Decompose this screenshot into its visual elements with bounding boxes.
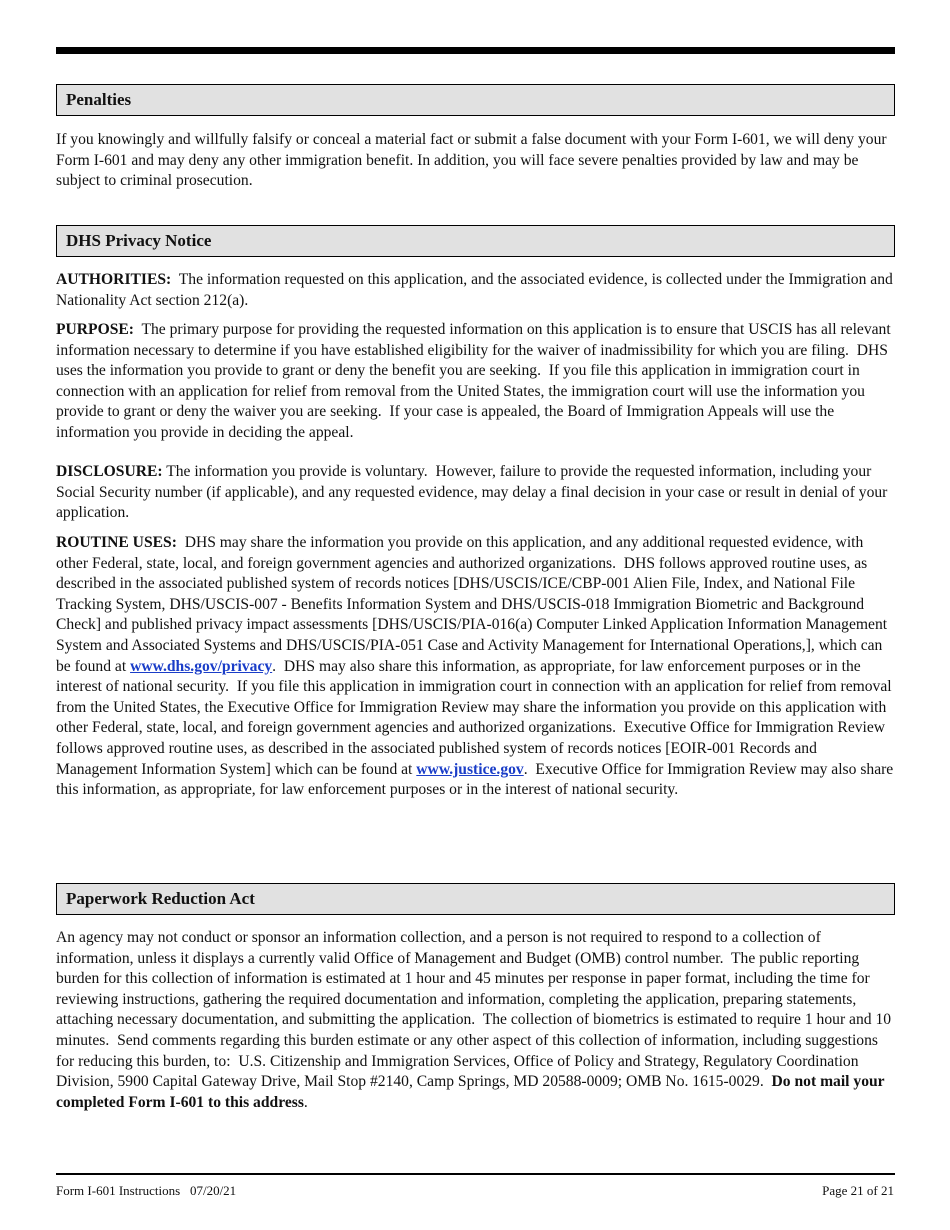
purpose-text: The primary purpose for providing the requested information on this application is to ensure that USCIS has all relevant information necessary to determine if you have established eligibility for the waiver of inadmissibility for which you are filing. DHS uses the information you provide to grant or deny the benefit you are seeking. If you file this application in immigration court in connection with an application for relief from removal from the United States, the immigration court will use the information you provide to grant or deny the waiver you are seeking. If your case is appealed, the Board of Immigration Appeals will use the information you provide in deciding the appeal. <box>56 321 895 441</box>
purpose-label: PURPOSE: <box>56 321 134 338</box>
disclosure-text: The information you provide is voluntary. However, failure to provide the requested information, including your Social Security number (if applicable), and any requested evidence, may delay a final decision in your case or result in denial of your application. <box>56 463 892 522</box>
authorities-paragraph <box>56 270 896 311</box>
justice-gov-link[interactable]: www.justice.gov <box>416 760 524 778</box>
disclosure-paragraph <box>56 462 896 524</box>
paperwork-reduction-act-heading: Paperwork Reduction Act <box>56 883 895 915</box>
purpose-paragraph <box>56 320 896 444</box>
bottom-rule <box>56 1173 895 1175</box>
authorities-label: AUTHORITIES: <box>56 271 172 288</box>
routine-uses-text-1: DHS may share the information you provide on this application, and any additional requested evidence, with other Federal, state, local, and foreign government agencies and authorized organizations. DHS follows approved routine uses, as described in the associated published system of records notices [DHS/USCIS/ICE/CBP-001 Alien File, Index, and National File Tracking System, DHS/USCIS-007 - Benefits Information System and DHS/USCIS-018 Immigration Biometric and Background Check] and published privacy impact assessments [DHS/USCIS/PIA-016(a) Computer Linked Application Information Management System and Associated Systems and DHS/USCIS/PIA-051 Case and Activity Management for International Operations,], which can be found at <box>56 534 891 675</box>
paperwork-paragraph <box>56 928 896 1113</box>
footer-form-id: Form I-601 Instructions 07/20/21 <box>56 1183 237 1198</box>
routine-uses-text-3: . Executive Office for Immigration Review may also share this information, as appropriate, for law enforcement purposes or in the interest of national security. <box>56 760 898 799</box>
footer-page-number: Page 21 of 21 <box>822 1183 894 1198</box>
top-rule <box>56 47 895 54</box>
penalties-text: If you knowingly and willfully falsify or conceal a material fact or submit a false document with your Form I-601, we will deny your Form I-601 and may deny any other immigration benefit. In addition, you will face severe penalties provided by law and may be subject to criminal prosecution. <box>56 131 887 190</box>
paperwork-end: . <box>303 1093 308 1111</box>
privacy-notice-heading: DHS Privacy Notice <box>56 225 895 257</box>
authorities-text: The information requested on this application, and the associated evidence, is collected under the Immigration and Nationality Act section 212(a). <box>56 271 897 309</box>
dhs-privacy-link[interactable]: www.dhs.gov/privacy <box>130 657 273 675</box>
routine-uses-text-2: . DHS may also share this information, as appropriate, for law enforcement purposes or in the interest of national security. If you file this application in immigration court in connection with an application for relief from removal from the United States, the Executive Office for Immigration Review may share the information you provide on this application with other Federal, state, local, and foreign government agencies and authorized organizations. Executive Office for Immigration Review follows approved routine uses, as described in the associated published system of records notices [EOIR-001 Records and Management Information System] which can be found at <box>56 657 896 778</box>
routine-uses-label: ROUTINE USES: <box>56 534 177 551</box>
disclosure-label: DISCLOSURE: <box>56 463 163 480</box>
penalties-heading: Penalties <box>56 84 895 116</box>
paperwork-text: An agency may not conduct or sponsor an information collection, and a person is not required to respond to a collection of information, unless it displays a currently valid Office of Management and Budget (OMB) control number. The public reporting burden for this collection of information is estimated at 1 hour and 45 minutes per response in paper format, including the time for reviewing instructions, gathering the required documentation and information, completing the application, preparing statements, attaching necessary documentation, and submitting the application. The collection of biometrics is estimated to require 1 hour and 10 minutes. Send comments regarding this burden estimate or any other aspect of this collection of information, including suggestions for reducing this burden, to: U.S. Citizenship and Immigration Services, Office of Policy and Strategy, Regulatory Coordination Division, 5900 Capital Gateway Drive, Mail Stop #2140, Camp Springs, MD 20588-0009; OMB No. 1615-0029. <box>56 929 895 1091</box>
paperwork-bold-notice: Do not mail your completed Form I-601 to this address <box>56 1073 885 1111</box>
routine-uses-paragraph <box>56 533 896 801</box>
